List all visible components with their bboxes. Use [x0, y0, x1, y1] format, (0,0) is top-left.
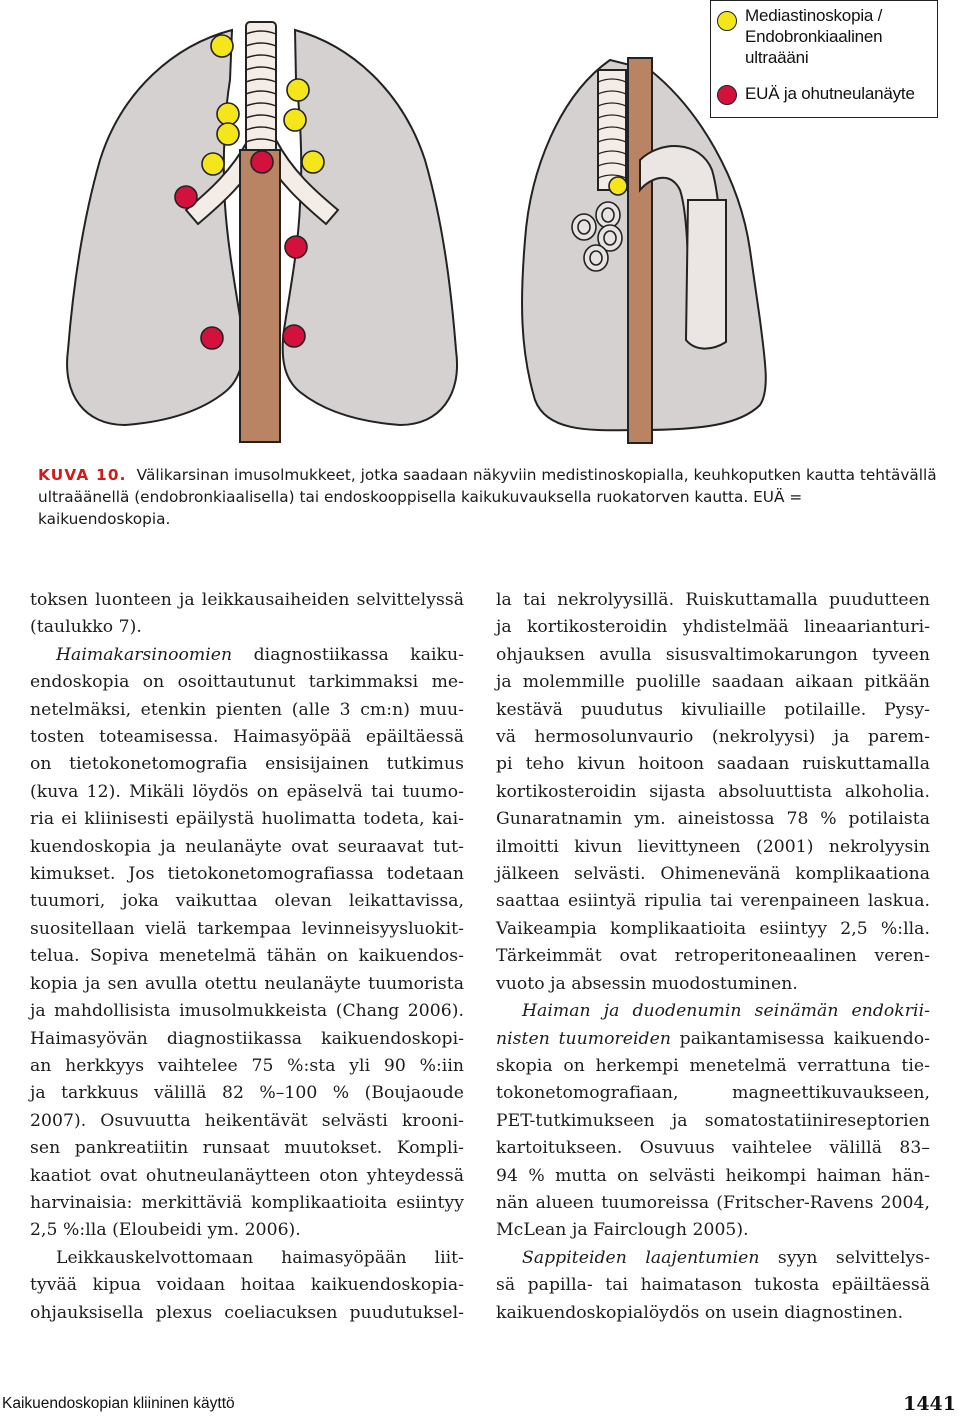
- aorta-descending: [686, 200, 726, 349]
- caption-line1: Välikarsinan imusolmukkeet, jotka saadaan näkyviin medistinoskopialla, keuhkoputken kautta tehtävällä: [136, 466, 937, 484]
- trachea: [246, 22, 276, 152]
- right-trachea: [598, 70, 626, 190]
- text-line: Vaikeampia komplikaatioita esiintyy 2,5 %:lla.: [496, 918, 930, 939]
- text-line: (kuva 12). Mikäli löydös on epäselvä tai tuumo-: [30, 781, 464, 802]
- legend-item2-label: EUÄ ja ohutneulanäyte: [745, 84, 915, 103]
- text-line: kimukset. Jos tietokonetomografiassa todetaan: [30, 864, 464, 885]
- text-line: ja tarkkuus välillä 82 %–100 % (Boujaoude: [30, 1083, 464, 1104]
- text-line: sä papilla- tai haimatason tukosta epäiltäessä: [496, 1275, 930, 1296]
- text-line: Haimasyövän diagnostiikassa kaikuendoskopi-: [30, 1028, 464, 1049]
- text-line: ohjauksen avulla sisusvaltimokarungon tyveen: [496, 644, 930, 665]
- text-line: ja mahdollisista imusolmukkeista (Chang 2006).: [30, 1001, 464, 1022]
- text-fragment: paikantamisessa kaikuendo-: [670, 1028, 930, 1049]
- text-line: tuumori, joka vaikuttaa olevan leikattavissa,: [30, 891, 464, 912]
- text-line: kuendoskopia ja neulanäyte ovat seuraavat tut-: [30, 836, 464, 857]
- text-line: sen pankreatiitin runsaat muutokset. Kompli-: [30, 1138, 464, 1159]
- text-line: kopia ja sen avulla otettu neulanäyte tuumorista: [30, 973, 464, 994]
- page-number: 1441: [903, 1393, 956, 1415]
- legend-item1-line2: Endobronkiaalinen: [745, 27, 883, 46]
- text-line: on tietokonetomografia ensisijainen tutkimus: [30, 754, 464, 775]
- red-dot-icon: [717, 85, 737, 105]
- emphasis-term: nisten tuumoreiden: [496, 1028, 671, 1049]
- text-line: jälkeen selvästi. Ohimenevänä komplikaationa: [496, 864, 930, 885]
- text-line: (taulukko 7).: [30, 617, 142, 638]
- caption-label: KUVA 10.: [38, 466, 127, 484]
- text-line: 94 % mutta on selvästi heikompi haiman hän-: [496, 1165, 930, 1186]
- text-line: kestävä puudutus kivuliaille potilaille. Pysy-: [496, 699, 930, 720]
- figure-caption: [38, 464, 938, 530]
- text-line: kortikosteroidin sijasta absoluuttista alkoholia.: [496, 781, 930, 802]
- left-paragraph-3: [30, 1245, 464, 1327]
- text-line: saattaa esiintyä ripulia tai verenpaineen laskua.: [496, 891, 930, 912]
- text-line: kartoitukseen. Osuvuus vaihtelee välillä 83–: [496, 1138, 930, 1159]
- text-line: vuoto ja absessin muodostuminen.: [496, 973, 798, 994]
- right-paragraph-1: [496, 587, 930, 998]
- text-line: pi teho kivun hoitoon saadaan ruiskuttamalla: [496, 754, 930, 775]
- legend-item1-line1: Mediastinoskopia /: [745, 6, 883, 25]
- left-lung-right-side: [67, 30, 243, 425]
- text-fragment: syyn selvittelys-: [759, 1247, 930, 1268]
- text-line: 2,5 %:lla (Eloubeidi ym. 2006).: [30, 1220, 301, 1241]
- text-column-right: [496, 587, 930, 1327]
- text-line: [496, 998, 930, 1025]
- text-column-left: [30, 587, 464, 1327]
- text-line: endoskopia on osoittautunut tarkimmaksi me-: [30, 672, 464, 693]
- left-paragraph-1: [30, 587, 464, 642]
- right-esophagus: [628, 58, 652, 443]
- text-line: tokonetomografiaan, magneettikuvaukseen,: [496, 1083, 930, 1104]
- emphasis-term: Sappiteiden laajentumien: [522, 1247, 760, 1268]
- left-paragraph-2: [30, 642, 464, 1245]
- text-line: ria ei kliinisesti epäilystä huolimatta todeta, kai-: [30, 809, 464, 830]
- legend-item1-line3: ultraääni: [745, 48, 809, 67]
- text-line: [496, 1026, 930, 1053]
- text-line: Gunaratnamin ym. aineistossa 78 % potilaista: [496, 809, 930, 830]
- esophagus: [240, 150, 280, 442]
- text-line: ja kortikosteroidin yhdistelmää lineaarianturi-: [496, 617, 930, 638]
- text-line: ja molemmille puolille saadaan aikaan pitkään: [496, 672, 930, 693]
- text-line: la tai nekrolyysillä. Ruiskuttamalla puudutteen: [496, 590, 930, 610]
- text-line: kaikuendoskopialöydös on usein diagnostinen.: [496, 1302, 904, 1323]
- text-line: ilmoitti kivun lievittyneen (2001) nekrolyysin: [496, 836, 930, 857]
- text-line: an herkkyys vaihtelee 75 %:sta yli 90 %:iin: [30, 1055, 464, 1076]
- figure-thorax: [0, 0, 960, 450]
- legend-item-eua: [717, 83, 915, 105]
- text-line: skopia on herkempi menetelmä verrattuna tie-: [496, 1055, 930, 1076]
- text-line: harvinaisia: merkittäviä komplikaatioita esiintyy: [30, 1192, 464, 1213]
- text-line: PET-tutkimukseen ja somatostatiinireseptorien: [496, 1110, 930, 1131]
- text-line: nän alueen tuumoreissa (Fritscher-Ravens 2004,: [496, 1192, 930, 1213]
- emphasis-term: Haimakarsinoomien: [56, 644, 233, 665]
- text-line: kaatiot ovat ohutneulanäytteen oton yhteydessä: [30, 1165, 464, 1186]
- text-line: [30, 642, 464, 669]
- text-line: suositellaan vielä tarkempaa levinneisyysluokit-: [30, 918, 464, 939]
- text-line: tyvää kipua voidaan hoitaa kaikuendoskopia-: [30, 1275, 464, 1296]
- figure-legend: [710, 0, 938, 118]
- text-line: tosten toteamisessa. Haimasyöpää epäiltäessä: [30, 727, 464, 748]
- emphasis-term: Haiman ja duodenumin seinämän endokrii-: [522, 1001, 930, 1022]
- legend-item-mediastinoscopy: [717, 5, 882, 68]
- text-line: ohjauksisella plexus coeliacuksen puudutuksel-: [30, 1302, 464, 1323]
- text-line: McLean ja Fairclough 2005).: [496, 1220, 749, 1241]
- text-line: [496, 1245, 930, 1272]
- yellow-dot-icon: [717, 11, 737, 31]
- text-fragment: diagnostiikassa kaiku-: [232, 644, 464, 665]
- caption-line2: ultraäänellä (endobronkiaalisella) tai endoskooppisella kaikukuvauksella ruokatorven kautta. EUÄ = kaikuendoskopia.: [38, 488, 803, 528]
- right-paragraph-3: [496, 1245, 930, 1327]
- right-paragraph-2: [496, 998, 930, 1245]
- text-line: 2007). Osuvuutta heikentävät selvästi krooni-: [30, 1110, 464, 1131]
- text-line: telua. Sopiva menetelmä tähän on kaikuendos-: [30, 946, 464, 967]
- running-footer-title: Kaikuendoskopian kliininen käyttö: [2, 1395, 235, 1412]
- text-line: Tärkeimmät ovat retroperitoneaalinen veren-: [496, 946, 930, 967]
- text-line: toksen luonteen ja leikkausaiheiden selvittelyssä: [30, 590, 464, 610]
- text-line: vä hermosolunvaurio (nekrolyysi) ja parem-: [496, 727, 930, 748]
- text-line: Leikkauskelvottomaan haimasyöpään liit-: [56, 1247, 464, 1268]
- text-line: netelmäksi, etenkin pienten (alle 3 cm:n) muu-: [30, 699, 464, 720]
